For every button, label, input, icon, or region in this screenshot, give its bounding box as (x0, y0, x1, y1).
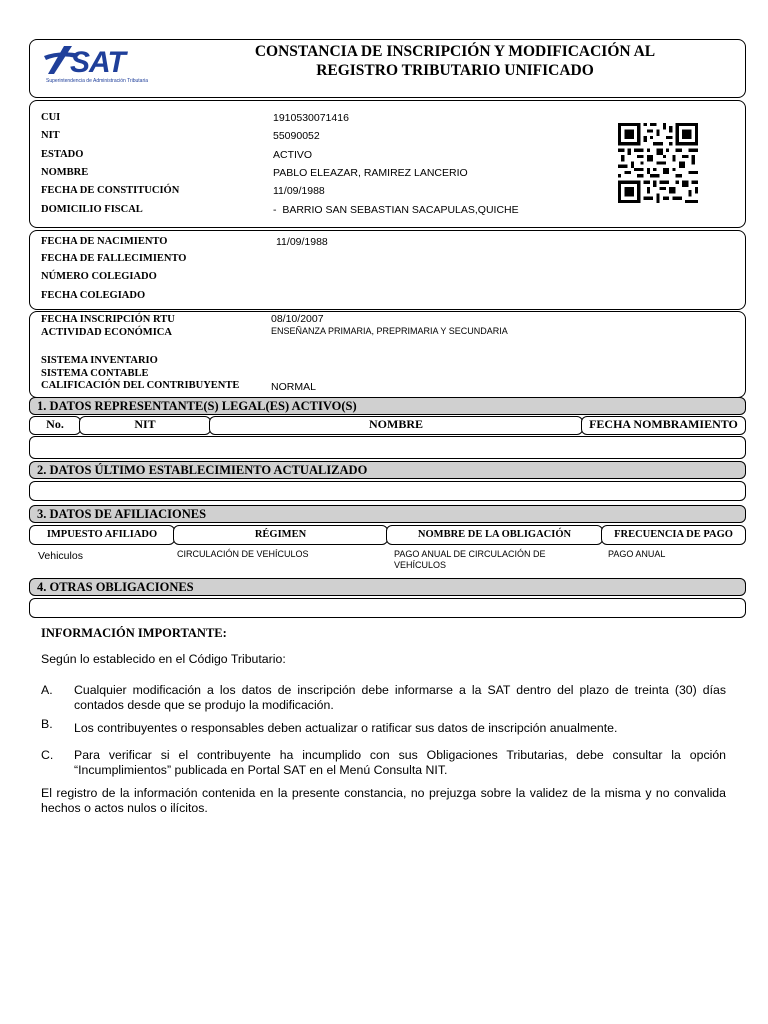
section3-title: 3. DATOS DE AFILIACIONES (29, 505, 746, 523)
calificacion-value: NORMAL (271, 381, 316, 393)
col-nit: NIT (79, 416, 211, 435)
col-frecuencia-pago: FRECUENCIA DE PAGO (601, 525, 746, 545)
cui-value: 1910530071416 (273, 112, 349, 124)
colegiado-label: NÚMERO COLEGIADO (41, 271, 157, 282)
inventario-label: SISTEMA INVENTARIO (41, 355, 158, 366)
nacimiento-value: 11/09/1988 (276, 236, 328, 248)
nacimiento-label: FECHA DE NACIMIENTO (41, 236, 168, 247)
cui-label: CUI (41, 112, 61, 123)
fecha-colegiado-label: FECHA COLEGIADO (41, 290, 146, 301)
info-item-c-letter: C. (41, 748, 54, 762)
estado-value: ACTIVO (273, 149, 313, 161)
info-item-a-letter: A. (41, 683, 53, 697)
calificacion-label: CALIFICACIÓN DEL CONTRIBUYENTE (41, 380, 240, 391)
actividad-label: ACTIVIDAD ECONÓMICA (41, 327, 172, 338)
constitucion-value: 11/09/1988 (273, 185, 325, 197)
title-line-2: REGISTRO TRIBUTARIO UNIFICADO (316, 62, 594, 79)
obligacion-value-2: VEHÍCULOS (394, 560, 447, 570)
nit-label: NIT (41, 130, 60, 141)
section4-title: 4. OTRAS OBLIGACIONES (29, 578, 746, 596)
qr-code-icon (618, 123, 698, 203)
domicilio-label: DOMICILIO FISCAL (41, 204, 143, 215)
constitucion-label: FECHA DE CONSTITUCIÓN (41, 185, 180, 196)
page-title (190, 42, 720, 80)
info-intro: Según lo establecido en el Código Tributario: (41, 652, 286, 666)
info-item-a-text: Cualquier modificación a los datos de inscripción debe informarse a la SAT dentro del plazo de treinta (30) días contados desde que se produjo la modificación. (74, 683, 726, 712)
nit-value: 55090052 (273, 130, 320, 142)
col-impuesto-afiliado: IMPUESTO AFILIADO (29, 525, 175, 545)
title-line-1: CONSTANCIA DE INSCRIPCIÓN Y MODIFICACIÓN AL (254, 43, 656, 60)
info-item-b-letter: B. (41, 717, 53, 731)
nombre-label: NOMBRE (41, 167, 89, 178)
domicilio-value: - BARRIO SAN SEBASTIAN SACAPULAS,QUICHE (273, 204, 519, 216)
col-regimen: RÉGIMEN (173, 525, 388, 545)
logo-text: SAT (70, 46, 125, 79)
impuesto-value: Vehiculos (38, 550, 83, 562)
section4-empty-row (29, 598, 746, 618)
header-box (29, 39, 746, 98)
col-nombre: NOMBRE (209, 416, 583, 435)
frecuencia-value: PAGO ANUAL (608, 549, 666, 559)
obligacion-value-1: PAGO ANUAL DE CIRCULACIÓN DE (394, 549, 546, 559)
info-heading: INFORMACIÓN IMPORTANTE: (41, 626, 227, 640)
col-nombre-obligacion: NOMBRE DE LA OBLIGACIÓN (386, 525, 603, 545)
inscripcion-label: FECHA INSCRIPCIÓN RTU (41, 314, 175, 325)
info-item-b-text: Los contribuyentes o responsables deben actualizar o ratificar sus datos de inscripción anualmente. (74, 721, 618, 735)
info-item-c-text: Para verificar si el contribuyente ha incumplido con sus Obligaciones Tributarias, debe consultar la opción “Incumplimientos” publicada en Portal SAT en el Menú Consulta NIT. (74, 748, 726, 777)
rtu-box (29, 311, 746, 398)
logo-subtitle: Superintendencia de Administración Tributaria (46, 78, 149, 84)
fallecimiento-label: FECHA DE FALLECIMIENTO (41, 253, 187, 264)
actividad-value: ENSEÑANZA PRIMARIA, PREPRIMARIA Y SECUNDARIA (271, 326, 508, 336)
section1-title: 1. DATOS REPRESENTANTE(S) LEGAL(ES) ACTIVO(S) (29, 397, 746, 415)
sat-logo (40, 44, 200, 86)
col-fecha-nombramiento: FECHA NOMBRAMIENTO (581, 416, 746, 435)
personal-box (29, 230, 746, 310)
identity-box (29, 100, 746, 228)
affiliation-row (29, 548, 746, 574)
info-closing: El registro de la información contenida en la presente constancia, no prejuzga sobre la validez de la misma y no convalida hechos o actos nulos o ilícitos. (41, 786, 726, 815)
contable-label: SISTEMA CONTABLE (41, 368, 149, 379)
nombre-value: PABLO ELEAZAR, RAMIREZ LANCERIO (273, 167, 468, 179)
section1-empty-row (29, 436, 746, 459)
estado-label: ESTADO (41, 149, 84, 160)
section2-empty-row (29, 481, 746, 501)
section2-title: 2. DATOS ÚLTIMO ESTABLECIMIENTO ACTUALIZADO (29, 461, 746, 479)
regimen-value: CIRCULACIÓN DE VEHÍCULOS (177, 549, 309, 559)
inscripcion-value: 08/10/2007 (271, 313, 324, 325)
col-no: No. (29, 416, 81, 435)
